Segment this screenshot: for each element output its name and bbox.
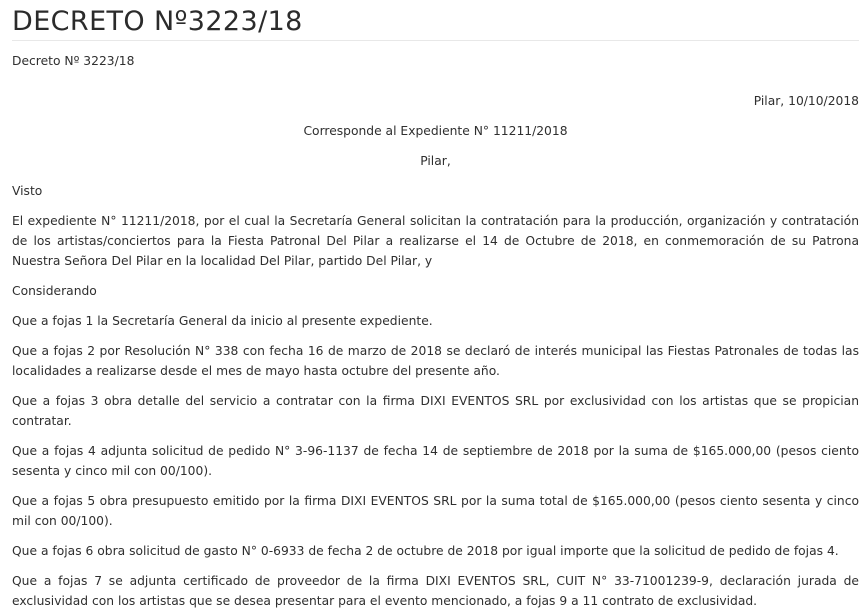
considerando-paragraph: Que a fojas 2 por Resolución N° 338 con fecha 16 de marzo de 2018 se declaró de interés municipal las Fiestas Patronales de todas las localidades a realizarse desde el mes de mayo hasta octubre del presente año. — [12, 344, 859, 378]
visto-paragraph: El expediente N° 11211/2018, por el cual la Secretaría General solicitan la contratación para la producción, organización y contratación de los artistas/conciertos para la Fiesta Patronal Del Pilar a realizarse el 14 de Octubre de 2018, en conmemoración de su Patrona Nuestra Señora Del Pilar en la localidad Del Pilar, partido Del Pilar, y — [12, 214, 859, 268]
considerando-paragraph: Que a fojas 4 adjunta solicitud de pedido N° 3-96-1137 de fecha 14 de septiembre de 2018 por la suma de $165.000,00 (pesos ciento sesenta y cinco mil con 00/100). — [12, 444, 859, 478]
title-divider — [12, 40, 859, 41]
considerando-paragraph: Que a fojas 1 la Secretaría General da inicio al presente expediente. — [12, 314, 433, 328]
considerando-paragraph: Que a fojas 3 obra detalle del servicio a contratar con la firma DIXI EVENTOS SRL por exclusividad con los artistas que se propician contratar. — [12, 394, 859, 428]
decree-subtitle: Decreto Nº 3223/18 — [12, 54, 135, 68]
decree-place: Pilar, — [420, 154, 451, 168]
considerando-paragraph: Que a fojas 7 se adjunta certificado de proveedor de la firma DIXI EVENTOS SRL, CUIT N° 33-71001239-9, declaración jurada de exclusividad con los artistas que se desea presentar para el evento mencionado, a fojas 9 a 11 contrato de exclusividad. — [12, 574, 859, 608]
visto-heading: Visto — [12, 184, 43, 198]
considerando-heading: Considerando — [12, 284, 97, 298]
decree-date: Pilar, 10/10/2018 — [753, 94, 859, 108]
page-title: DECRETO Nº3223/18 — [12, 6, 303, 37]
considerando-paragraph: Que a fojas 6 obra solicitud de gasto N° 0-6933 de fecha 2 de octubre de 2018 por igual importe que la solicitud de pedido de fojas 4. — [12, 544, 839, 558]
expediente-reference: Corresponde al Expediente N° 11211/2018 — [303, 124, 568, 138]
considerando-paragraph: Que a fojas 5 obra presupuesto emitido por la firma DIXI EVENTOS SRL por la suma total de $165.000,00 (pesos ciento sesenta y cinco mil con 00/100). — [12, 494, 859, 528]
